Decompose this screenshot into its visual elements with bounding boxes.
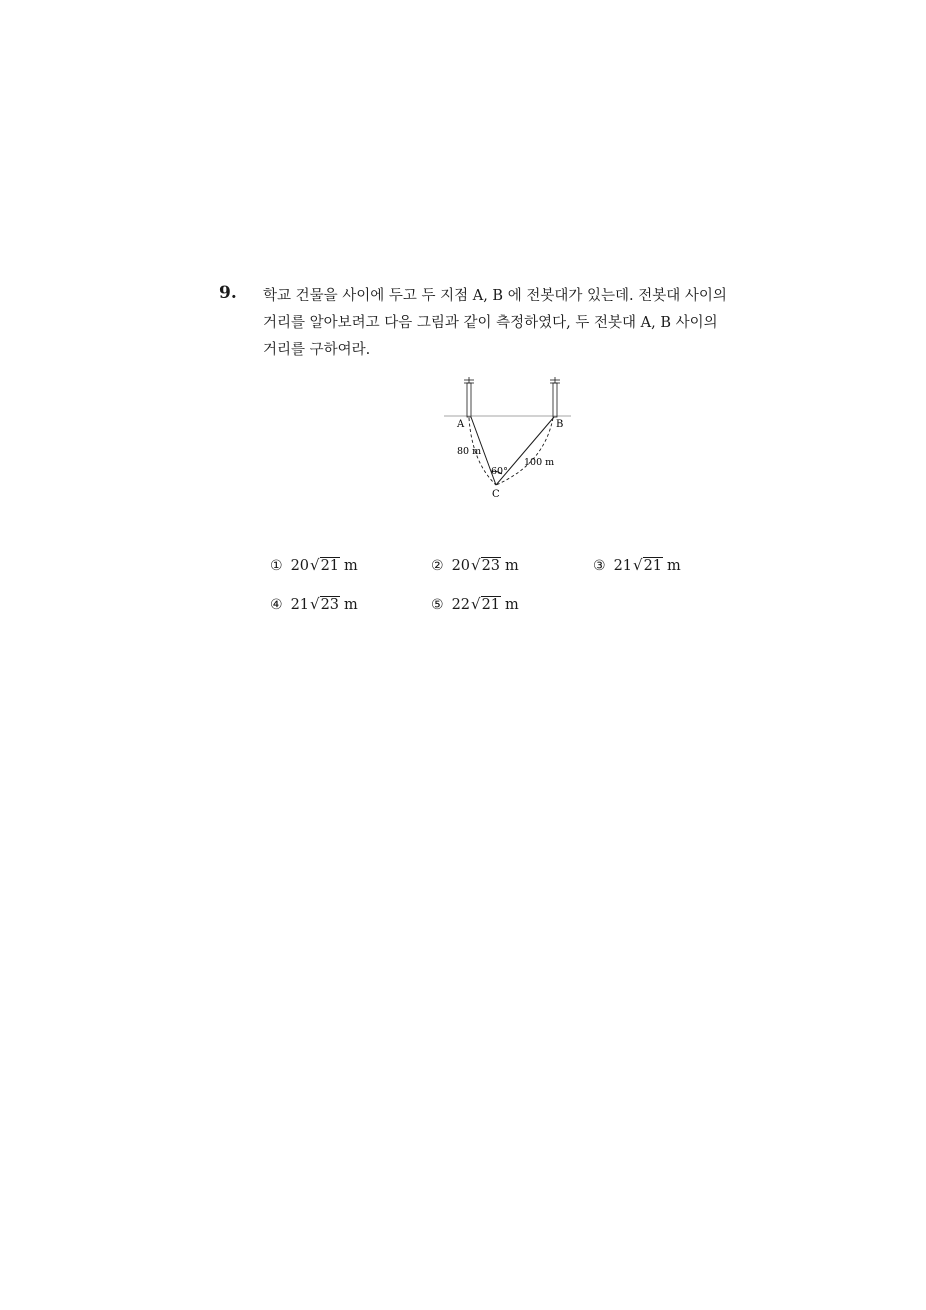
choice-mark: ③	[593, 558, 606, 574]
choice-5[interactable]	[431, 596, 519, 613]
sqrt-icon: √ 21	[310, 556, 340, 574]
choice-unit: m	[344, 597, 358, 613]
choice-unit: m	[667, 558, 681, 574]
choice-radicand: 21	[481, 597, 501, 613]
figure-diagram	[440, 374, 580, 506]
choice-2[interactable]	[431, 557, 519, 574]
choice-mark: ⑤	[431, 597, 444, 613]
question-number: 9.	[219, 283, 237, 303]
choice-unit: m	[505, 558, 519, 574]
choice-mark: ②	[431, 558, 444, 574]
choice-radicand: 23	[481, 558, 501, 574]
choice-unit: m	[344, 558, 358, 574]
question-line: 거리를 알아보려고 다음 그림과 같이 측정하였다, 두 전봇대 A, B 사이의	[263, 315, 718, 331]
choice-4[interactable]	[270, 596, 358, 613]
question-line: 거리를 구하여라.	[263, 342, 371, 358]
choice-radicand: 21	[643, 558, 663, 574]
sqrt-icon: √ 21	[633, 556, 663, 574]
question-text	[263, 283, 763, 364]
label-dist-ac: 80 m	[457, 446, 482, 457]
choice-mark: ①	[270, 558, 283, 574]
sqrt-icon: √ 21	[471, 595, 501, 613]
choice-3[interactable]	[593, 557, 681, 574]
choice-1[interactable]	[270, 557, 358, 574]
choice-coef: 20	[290, 558, 310, 574]
choice-coef: 20	[451, 558, 471, 574]
label-b: B	[556, 419, 564, 430]
label-angle-c: 60°	[491, 466, 508, 477]
label-a: A	[457, 419, 465, 430]
choice-unit: m	[505, 597, 519, 613]
choice-mark: ④	[270, 597, 283, 613]
label-dist-bc: 100 m	[524, 457, 555, 468]
pole-b-icon	[550, 377, 560, 417]
label-c: C	[492, 489, 500, 500]
sqrt-icon: √ 23	[310, 595, 340, 613]
pole-a-icon	[464, 377, 474, 417]
question-line: 학교 건물을 사이에 두고 두 지점 A, B 에 전봇대가 있는데. 전봇대 사이의	[263, 288, 727, 304]
choice-radicand: 21	[320, 558, 340, 574]
choice-coef: 21	[290, 597, 310, 613]
choice-radicand: 23	[320, 597, 340, 613]
choice-coef: 22	[451, 597, 471, 613]
sqrt-icon: √ 23	[471, 556, 501, 574]
choice-coef: 21	[613, 558, 633, 574]
